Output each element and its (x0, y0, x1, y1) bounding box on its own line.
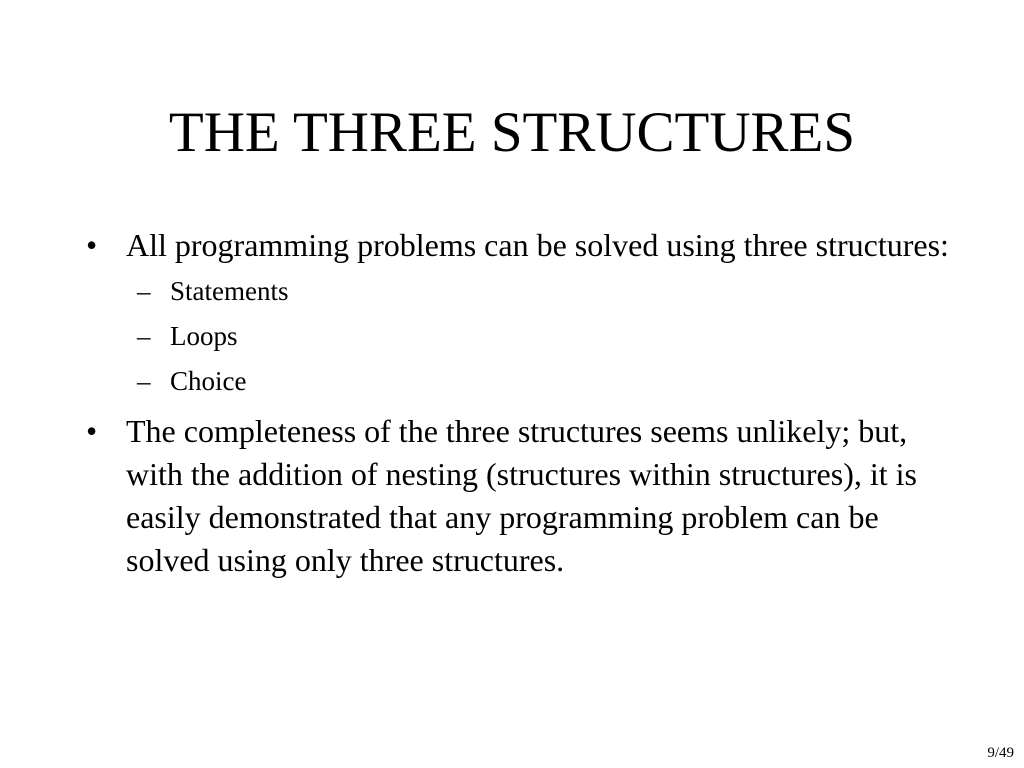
bullet-item (86, 410, 956, 582)
sub-bullet-marker: – (137, 366, 151, 396)
sub-bullet-item (137, 269, 956, 314)
slide-body (86, 224, 956, 582)
sub-bullet-text: Loops (170, 321, 238, 351)
bullet-marker: • (86, 413, 98, 449)
sub-bullet-list (137, 269, 956, 404)
bullet-text: All programming problems can be solved using three structures: (126, 227, 949, 263)
bullet-item (86, 224, 956, 267)
bullet-marker: • (86, 227, 98, 263)
sub-bullet-item (137, 359, 956, 404)
bullet-text: The completeness of the three structures seems unlikely; but, with the addition of nesting (structures within structures), it is easily demonstrated that any programming problem can be solved using only three structures. (126, 413, 917, 578)
sub-bullet-text: Statements (170, 276, 289, 306)
slide-title: THE THREE STRUCTURES (168, 101, 856, 164)
page-number: 9/49 (987, 745, 1014, 761)
sub-bullet-marker: – (137, 276, 151, 306)
sub-bullet-item (137, 314, 956, 359)
sub-bullet-text: Choice (170, 366, 247, 396)
sub-bullet-marker: – (137, 321, 151, 351)
